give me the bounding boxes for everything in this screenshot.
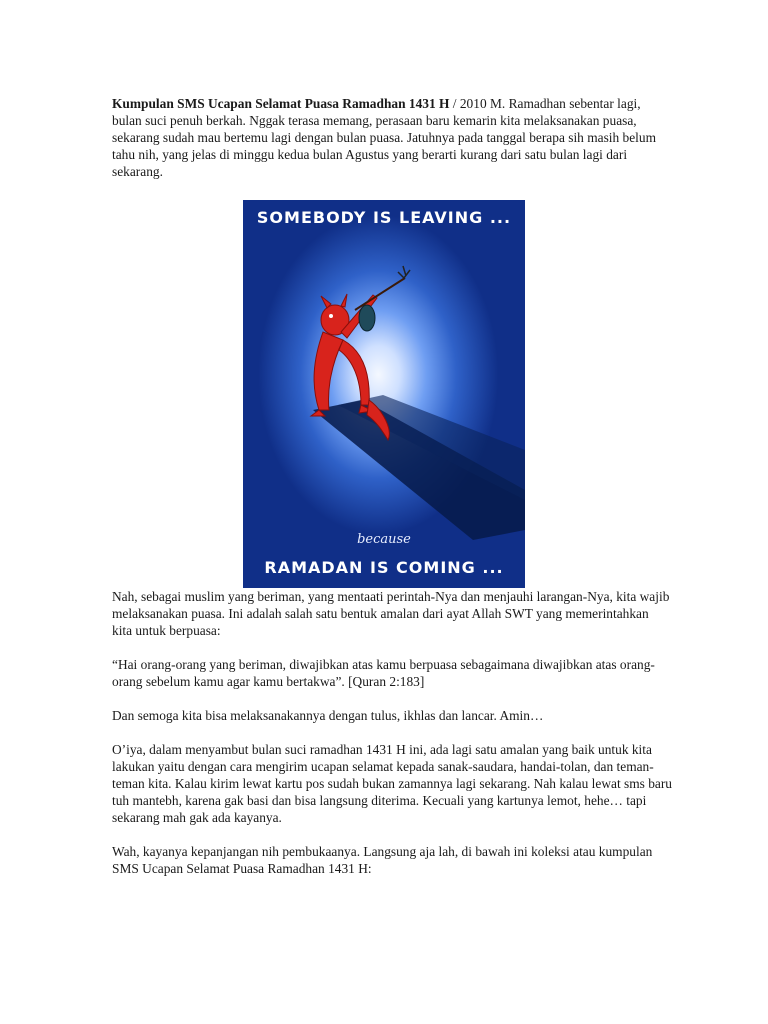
poster-bottom-text: RAMADAN IS COMING ... [264, 558, 504, 577]
paragraph: Nah, sebagai muslim yang beriman, yang mentaati perintah-Nya dan menjauhi larangan-Nya, kita wajib melaksanakan puasa. Ini adalah salah satu bentuk amalan dari ayat Allah SWT yang memerintahkan kita untuk berpuasa: [112, 589, 670, 638]
intro-body: / 2010 M. Ramadhan sebentar lagi, bulan suci penuh berkah. Nggak terasa memang, perasaan baru kemarin kita melaksanakan puasa, sekarang sudah mau bertemu lagi dengan bulan puasa. Jatuhnya pada tanggal berapa sih masih belum tahu nih, yang jelas di minggu kedua bulan Agustus yang berarti kurang dari satu bulan lagi dari sekarang. [112, 96, 657, 179]
intro-paragraph [112, 95, 672, 180]
devil-illustration [243, 200, 525, 588]
paragraph: Dan semoga kita bisa melaksanakannya dengan tulus, ikhlas dan lancar. Amin… [112, 708, 544, 723]
ramadan-poster-image [243, 200, 525, 588]
article-title: Kumpulan SMS Ucapan Selamat Puasa Ramadhan 1431 H [112, 96, 450, 111]
paragraph: O’iya, dalam menyambut bulan suci ramadhan 1431 H ini, ada lagi satu amalan yang baik untuk kita lakukan yaitu dengan cara mengirim ucapan selamat kepada sanak-saudara, handai-tolan, dan teman-teman kita. Kalau kirim lewat kartu pos sudah bukan zamannya lagi sekarang. Nah kalau lewat sms baru tuh mantebh, karena gak basi dan bisa langsung diterima. Kecuali yang kartunya lemot, hehe… tapi sekarang mah gak ada kayanya. [112, 742, 672, 825]
paragraph: Wah, kayanya kepanjangan nih pembukaanya. Langsung aja lah, di bawah ini koleksi atau kumpulan SMS Ucapan Selamat Puasa Ramadhan 1431 H: [112, 844, 653, 876]
quran-quote: “Hai orang-orang yang beriman, diwajibkan atas kamu berpuasa sebagaimana diwajibkan atas orang-orang sebelum kamu agar kamu bertakwa”. [Quran 2:183] [112, 657, 655, 689]
intro-text [112, 95, 672, 180]
poster-top-text: SOMEBODY IS LEAVING ... [256, 208, 512, 227]
poster-middle-text: because [357, 532, 411, 547]
body-paragraphs [112, 588, 672, 894]
